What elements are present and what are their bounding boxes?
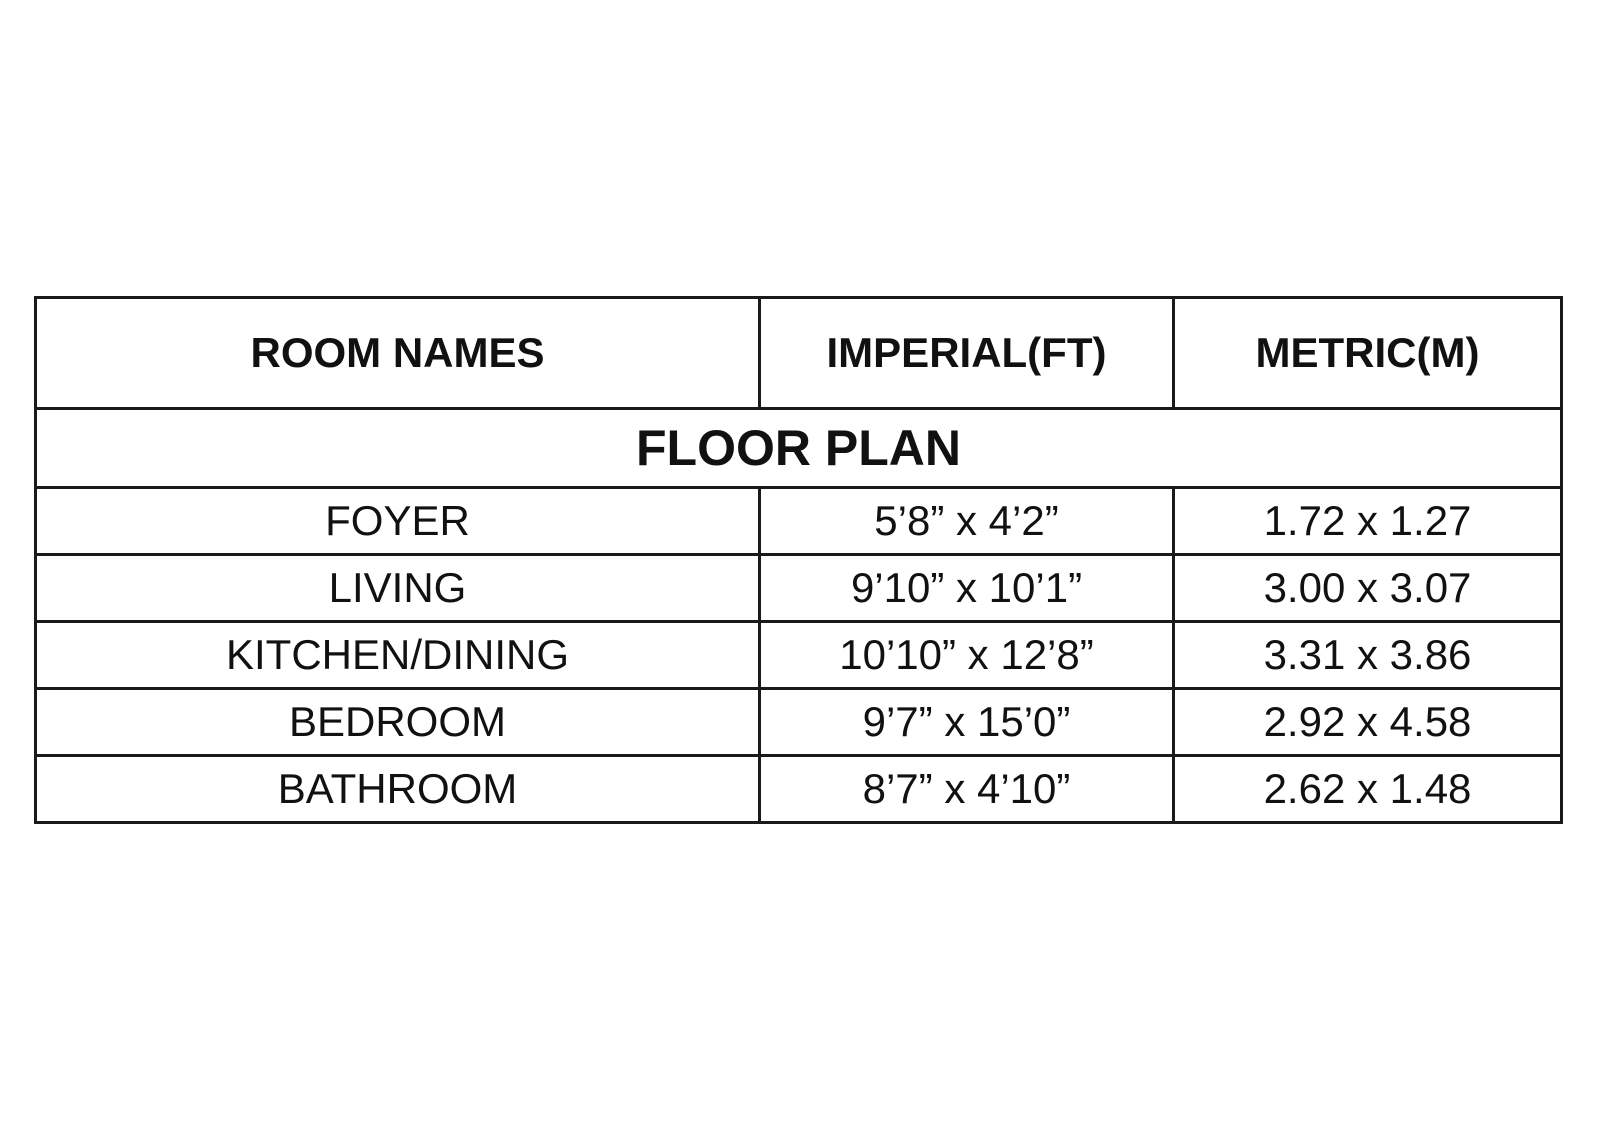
table-row	[36, 555, 1562, 622]
room-name-cell: KITCHEN/DINING	[36, 622, 760, 689]
table-row	[36, 689, 1562, 756]
section-row	[36, 409, 1562, 488]
imperial-cell: 10’10” x 12’8”	[760, 622, 1174, 689]
room-dimensions-table	[34, 296, 1563, 824]
metric-cell: 1.72 x 1.27	[1174, 488, 1562, 555]
metric-cell: 2.92 x 4.58	[1174, 689, 1562, 756]
metric-cell: 3.00 x 3.07	[1174, 555, 1562, 622]
section-title: FLOOR PLAN	[36, 409, 1562, 488]
metric-cell: 2.62 x 1.48	[1174, 756, 1562, 823]
room-name-cell: FOYER	[36, 488, 760, 555]
header-imperial: IMPERIAL(FT)	[760, 298, 1174, 409]
imperial-cell: 8’7” x 4’10”	[760, 756, 1174, 823]
header-metric: METRIC(M)	[1174, 298, 1562, 409]
table-row	[36, 622, 1562, 689]
table-row	[36, 488, 1562, 555]
room-name-cell: BATHROOM	[36, 756, 760, 823]
metric-cell: 3.31 x 3.86	[1174, 622, 1562, 689]
room-name-cell: BEDROOM	[36, 689, 760, 756]
table-row	[36, 756, 1562, 823]
header-room-names: ROOM NAMES	[36, 298, 760, 409]
room-name-cell: LIVING	[36, 555, 760, 622]
imperial-cell: 9’7” x 15’0”	[760, 689, 1174, 756]
imperial-cell: 9’10” x 10’1”	[760, 555, 1174, 622]
table-header-row	[36, 298, 1562, 409]
imperial-cell: 5’8” x 4’2”	[760, 488, 1174, 555]
